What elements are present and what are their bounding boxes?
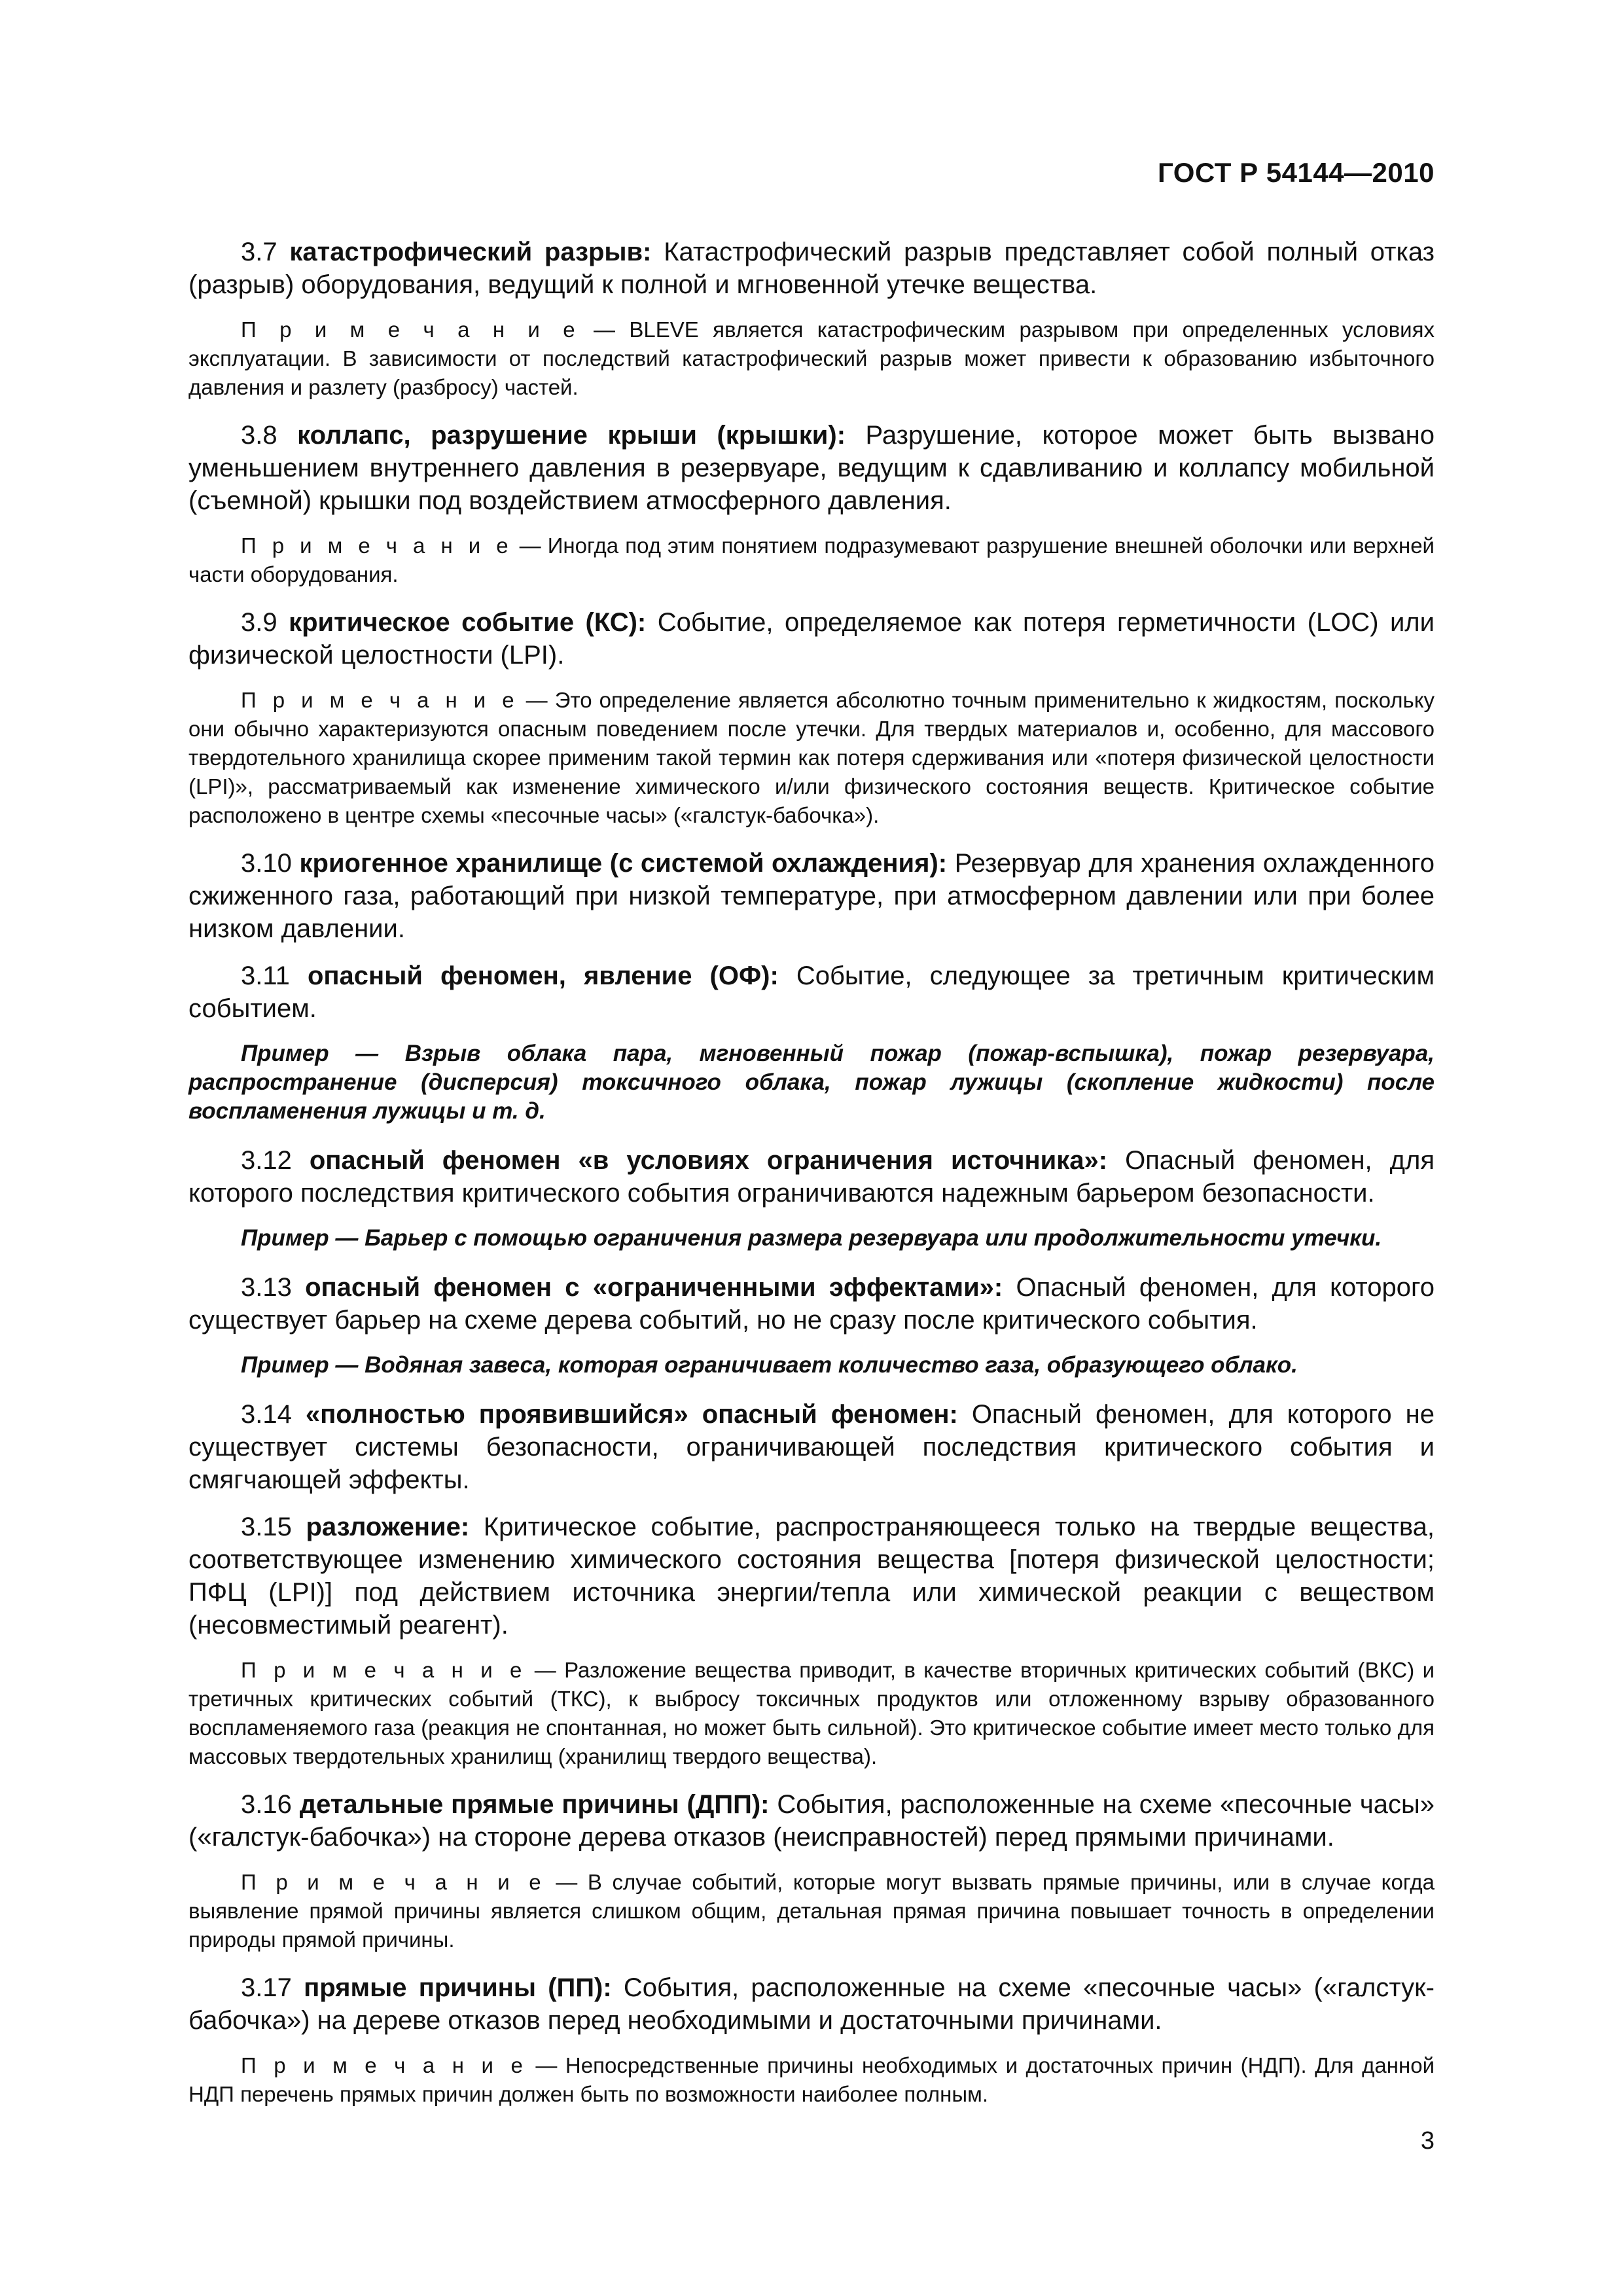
definition-3-13 <box>188 1271 1435 1336</box>
note-label: П р и м е ч а н и е <box>241 688 519 712</box>
note-separator: — <box>526 1658 565 1682</box>
definition-text: Разрушение, которое может быть вызвано уменьшением внутреннего давления в резервуаре, ведущим к сдавливанию и коллапсу мобильной (съемной) крышки под воздействием атмосферного давления. <box>188 421 1435 515</box>
definition-term: прямые причины (ПП): <box>304 1973 612 2002</box>
definition-note <box>188 1656 1435 1771</box>
note-label: П р и м е ч а н и е <box>241 1870 546 1894</box>
definition-number: 3.11 <box>241 961 290 990</box>
definition-3-11 <box>188 960 1435 1025</box>
definition-text: Опасный феномен, для которого не существует системы безопасности, ограничивающей последствия критического события и смягчающей эффекты. <box>188 1400 1435 1494</box>
definition-number: 3.8 <box>241 421 277 450</box>
note-separator: — <box>545 1870 588 1894</box>
definition-term: критическое событие (КС): <box>289 608 647 637</box>
definition-note <box>188 531 1435 589</box>
definition-term: опасный феномен «в условиях ограничения источника»: <box>309 1146 1108 1175</box>
definition-text: Критическое событие, распространяющееся только на твердые вещества, соответствующее изменению химического состояния вещества [потеря физической целостности; ПФЦ (LPI)] под действием источника энергии/тепла или химической реакции с веществом (несовместимый реагент). <box>188 1513 1435 1640</box>
page-number: 3 <box>1420 2127 1435 2155</box>
document-header: ГОСТ Р 54144—2010 <box>1158 157 1435 188</box>
definition-term: опасный феномен с «ограниченными эффектами»: <box>305 1273 1003 1302</box>
definition-number: 3.14 <box>241 1400 292 1429</box>
note-separator: — <box>512 533 548 558</box>
definition-term: криогенное хранилище (с системой охлаждения): <box>299 849 948 878</box>
definitions-list <box>188 236 1435 2126</box>
definition-note <box>188 686 1435 830</box>
note-separator: — <box>527 2053 565 2077</box>
definition-text: Опасный феномен, для которого существует барьер на схеме дерева событий, но не сразу после критического события. <box>188 1273 1435 1335</box>
definition-number: 3.12 <box>241 1146 292 1175</box>
note-label: П р и м е ч а н и е <box>241 1658 527 1682</box>
note-label: П р и м е ч а н и е <box>241 533 513 558</box>
definition-text: Резервуар для хранения охлажденного сжиженного газа, работающий при низкой температуре, при атмосферном давлении или при более низком давлении. <box>188 849 1435 943</box>
definition-example: Пример — Взрыв облака пара, мгновенный пожар (пожар-вспышка), пожар резервуара, распространение (дисперсия) токсичного облака, пожар лужицы (скопление жидкости) после воспламенения лужицы и т. д. <box>188 1041 1435 1124</box>
note-text: Это определение является абсолютно точным применительно к жидкостям, поскольку они обычно характеризуются опасным поведением после утечки. Для твердых материалов и, особенно, для массового твердотельного хранилища скорее применим такой термин как потеря сдерживания или «потеря физической целостности (LPI)», рассматриваемый как изменение химического и/или физического состояния веществ. Критическое событие расположено в центре схемы «песочные часы» («галстук-бабочка»). <box>188 688 1435 827</box>
definition-3-8 <box>188 419 1435 517</box>
definition-number: 3.15 <box>241 1513 292 1541</box>
definition-term: опасный феномен, явление (ОФ): <box>307 961 779 990</box>
definition-text: События, расположенные на схеме «песочные часы» («галстук-бабочка») на стороне дерева отказов (неисправностей) перед прямыми причинами. <box>188 1790 1435 1852</box>
note-text: Непосредственные причины необходимых и достаточных причин (НДП). Для данной НДП перечень прямых причин должен быть по возможности наиболее полным. <box>188 2053 1435 2106</box>
note-text: Разложение вещества приводит, в качестве вторичных критических событий (ВКС) и третичных критических событий (ТКС), к выбросу токсичных продуктов или отложенному взрыву образованного воспламеняемого газа (реакция не спонтанная, но может быть сильной). Это критическое событие имеет место только для массовых твердотельных хранилищ (хранилищ твердого вещества). <box>188 1658 1435 1768</box>
definition-3-7 <box>188 236 1435 301</box>
definition-number: 3.10 <box>241 849 292 878</box>
definition-note <box>188 315 1435 402</box>
definition-term: детальные прямые причины (ДПП): <box>299 1790 770 1819</box>
note-separator: — <box>518 688 555 712</box>
definition-term: катастрофический разрыв: <box>289 238 652 266</box>
definition-3-17 <box>188 1971 1435 2037</box>
definition-note <box>188 1868 1435 1954</box>
note-label: П р и м е ч а н и е <box>241 2053 527 2077</box>
definition-3-9 <box>188 606 1435 672</box>
definition-3-12 <box>188 1144 1435 1210</box>
note-separator: — <box>579 317 630 342</box>
definition-number: 3.17 <box>241 1973 292 2002</box>
definition-term: «полностью проявившийся» опасный феномен: <box>305 1400 958 1429</box>
definition-3-14 <box>188 1398 1435 1496</box>
definition-number: 3.16 <box>241 1790 292 1819</box>
definition-term: коллапс, разрушение крыши (крышки): <box>297 421 846 450</box>
definition-3-10 <box>188 847 1435 945</box>
definition-text: Опасный феномен, для которого последствия критического события ограничиваются надежным барьером безопасности. <box>188 1146 1435 1208</box>
definition-note <box>188 2051 1435 2109</box>
definition-example: Пример — Барьер с помощью ограничения размера резервуара или продолжительности утечки. <box>241 1225 1382 1251</box>
note-text: Иногда под этим понятием подразумевают разрушение внешней оболочки или верхней части оборудования. <box>188 533 1435 586</box>
definition-number: 3.7 <box>241 238 277 266</box>
definition-term: разложение: <box>306 1513 470 1541</box>
definition-number: 3.9 <box>241 608 277 637</box>
definition-text: События, расположенные на схеме «песочные часы» («галстук-бабочка») на дереве отказов перед необходимыми и достаточными причинами. <box>188 1973 1435 2035</box>
definition-3-15 <box>188 1511 1435 1641</box>
definition-text: Событие, определяемое как потеря герметичности (LOC) или физической целостности (LPI). <box>188 608 1435 670</box>
definition-example: Пример — Водяная завеса, которая ограничивает количество газа, образующего облако. <box>241 1352 1298 1378</box>
definition-text: Событие, следующее за третичным критическим событием. <box>188 961 1435 1023</box>
definition-3-16 <box>188 1788 1435 1854</box>
definition-text: Катастрофический разрыв представляет собой полный отказ (разрыв) оборудования, ведущий к полной и мгновенной утечке вещества. <box>188 238 1435 299</box>
note-label: П р и м е ч а н и е <box>241 317 580 342</box>
note-text: В случае событий, которые могут вызвать прямые причины, или в случае когда выявление прямой причины является слишком общим, детальная прямая причина повышает точность в определении природы прямой причины. <box>188 1870 1435 1952</box>
note-text: BLEVE является катастрофическим разрывом при определенных условиях эксплуатации. В зависимости от последствий катастрофический разрыв может привести к образованию избыточного давления и разлету (разбросу) частей. <box>188 317 1435 399</box>
definition-number: 3.13 <box>241 1273 292 1302</box>
